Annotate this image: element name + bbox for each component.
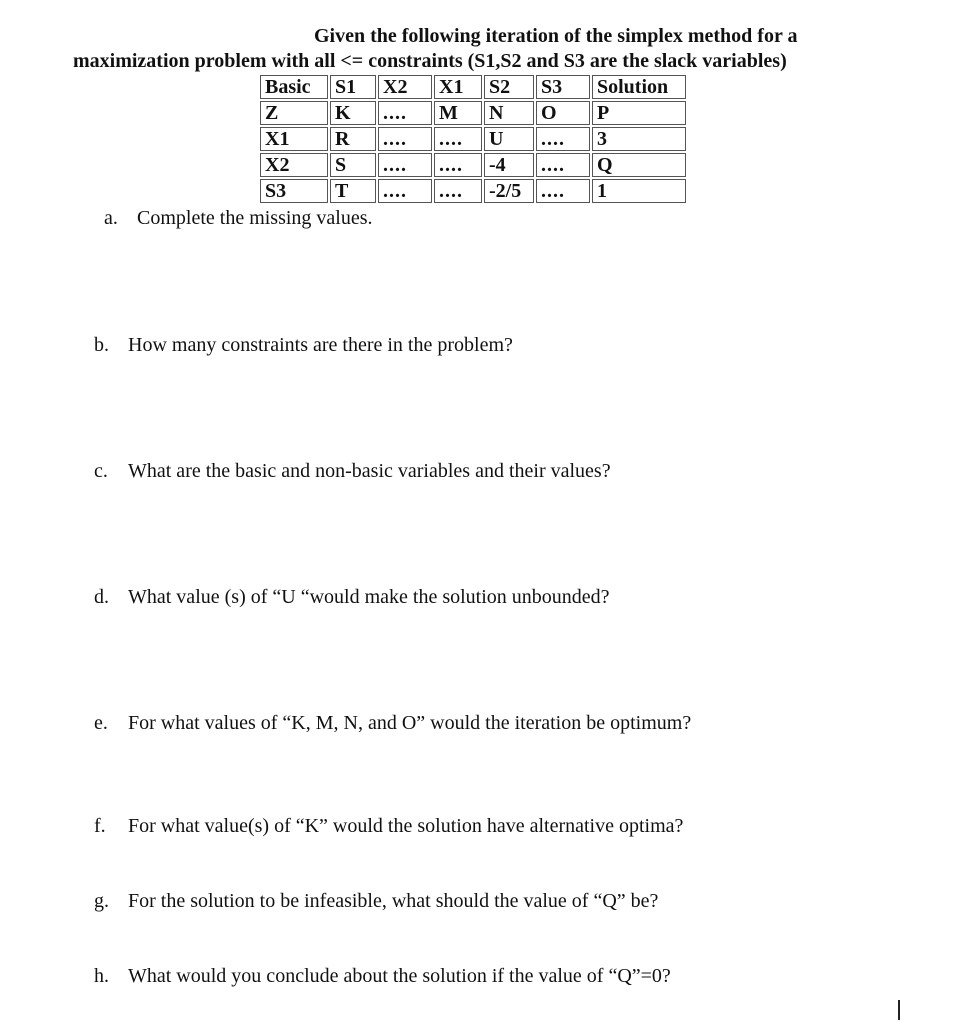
table-cell: R — [330, 127, 376, 151]
question-label: g. — [94, 890, 109, 912]
table-cell: S — [330, 153, 376, 177]
table-cell: .... — [378, 127, 432, 151]
table-cell: N — [484, 101, 534, 125]
question-c — [94, 459, 611, 483]
text-cursor — [898, 1000, 900, 1020]
table-cell: U — [484, 127, 534, 151]
question-text: What would you conclude about the solution if the value of “Q”=0? — [128, 965, 671, 987]
header-x2: X2 — [378, 75, 432, 99]
table-cell: X1 — [260, 127, 328, 151]
question-text: Complete the missing values. — [137, 207, 373, 229]
question-d — [94, 585, 610, 609]
title-line-2: maximization problem with all <= constraints (S1,S2 and S3 are the slack variables) — [73, 50, 787, 72]
table-cell: .... — [378, 153, 432, 177]
header-basic: Basic — [260, 75, 328, 99]
table-row — [260, 101, 686, 125]
question-h — [94, 964, 671, 988]
table-cell: K — [330, 101, 376, 125]
table-cell: S3 — [260, 179, 328, 203]
table-cell: 3 — [592, 127, 686, 151]
table-cell: O — [536, 101, 590, 125]
title-line-1: Given the following iteration of the simplex method for a — [314, 25, 798, 47]
question-label: c. — [94, 460, 108, 482]
header-x1: X1 — [434, 75, 482, 99]
table-cell: .... — [536, 153, 590, 177]
table-cell: .... — [378, 101, 432, 125]
simplex-tableau — [258, 73, 688, 205]
header-s2: S2 — [484, 75, 534, 99]
table-cell: T — [330, 179, 376, 203]
question-g — [94, 889, 658, 913]
table-cell: .... — [434, 153, 482, 177]
question-text: How many constraints are there in the problem? — [128, 334, 513, 356]
question-text: What are the basic and non-basic variables and their values? — [128, 460, 611, 482]
header-solution: Solution — [592, 75, 686, 99]
table-cell: .... — [434, 179, 482, 203]
question-f — [94, 814, 683, 838]
question-label: d. — [94, 586, 109, 608]
table-cell: .... — [536, 127, 590, 151]
table-cell: -4 — [484, 153, 534, 177]
table-cell: Z — [260, 101, 328, 125]
table-cell: 1 — [592, 179, 686, 203]
table-row — [260, 127, 686, 151]
question-text: For the solution to be infeasible, what should the value of “Q” be? — [128, 890, 659, 912]
question-b — [94, 333, 513, 357]
table-header-row — [260, 75, 686, 99]
question-label: h. — [94, 965, 109, 987]
table-cell: .... — [378, 179, 432, 203]
question-label: a. — [104, 207, 118, 229]
table-cell: .... — [536, 179, 590, 203]
table-cell: -2/5 — [484, 179, 534, 203]
question-text: For what value(s) of “K” would the solution have alternative optima? — [128, 815, 684, 837]
question-label: e. — [94, 712, 108, 734]
question-label: b. — [94, 334, 109, 356]
question-e — [94, 711, 691, 735]
table-cell: M — [434, 101, 482, 125]
table-row — [260, 179, 686, 203]
table-row — [260, 153, 686, 177]
table-cell: Q — [592, 153, 686, 177]
question-label: f. — [94, 815, 106, 837]
header-s3: S3 — [536, 75, 590, 99]
table-cell: .... — [434, 127, 482, 151]
question-text: What value (s) of “U “would make the solution unbounded? — [128, 586, 610, 608]
question-a — [104, 206, 373, 230]
table-cell: P — [592, 101, 686, 125]
header-s1: S1 — [330, 75, 376, 99]
table-cell: X2 — [260, 153, 328, 177]
question-text: For what values of “K, M, N, and O” would the iteration be optimum? — [128, 712, 692, 734]
